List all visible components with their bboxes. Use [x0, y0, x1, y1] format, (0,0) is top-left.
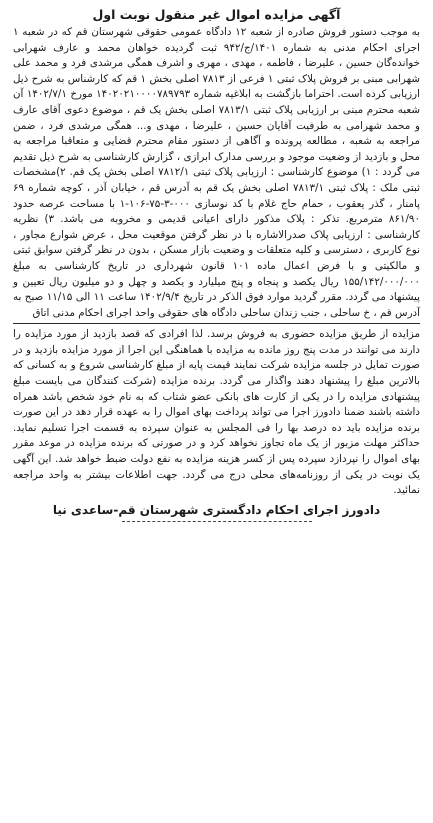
- notice-paragraph-2: مزایده از طریق مزایده حضوری به فروش برسد. لذا افرادی که قصد بازدید از مورد مزایده را دارند می توانند در مدت پنج روز مانده به مزایده با هماهنگی این اجرا از مورد مزایده بازدید و در صورت تمایل در جلسه مزایده شرکت نمایند قیمت پایه از مبلغ کارشناسی شروع و به کسانی که بالاترین مبلغ را پیشنهاد دهند واگذار می گردد. برنده مزایده (شرکت کنندگان می بایست مبلغ پیشنهادی مزایده را در یکی از کارت های بانکی عضو شتاب که به نام خود شخص باشد همراه داشته باشند ضمنا دادورز اجرا می تواند پرداخت بهای اموال را به عهده قرار دهد در این صورت برنده مزایده باید ده درصد بها را فی المجلس به عنوان سپرده به قسمت اجرا تسلیم نماید. حداکثر مهلت مزبور از یک ماه تجاوز نخواهد کرد و در صورتی که برنده مزایده در موعد مقرر بهای اموال را نپردازد سپرده پس از کسر هزینه مزایده به نفع دولت ضبط خواهد شد. این آگهی یک نوبت در یکی از روزنامه‌های محلی درج می گردد. جهت اطلاعات بیشتر به واحد مراجعه نمائید.: [13, 328, 420, 497]
- notice-signature: دادورز اجرای احکام دادگستری شهرستان قم-ساعدی نیا: [52, 502, 381, 517]
- signature-underline: [122, 521, 312, 522]
- notice-paragraph-1: به موجب دستور فروش صادره از شعبه ۱۲ دادگاه عمومی حقوقی شهرستان قم که در شعبه ۱ اجرای احکام مدنی به شماره ۱۴۰۱/ج/۹۴۲ ثبت گردیده خواهان محمد و عارف شهرابی خوانده‌گان حسین ، علیرضا ، فاطمه ، مهدی ، مهری و اشرف همگی مرشدی فرد و محمد علی شهرابی مبنی بر فروش پلاک ثبتی ۱ فرعی از ۷۸۱۳ اصلی بخش ۱ قم که کارشناس به شرح ذیل ارزیابی کرده است. احتراما بازگشت به ابلاغیه شماره ۱۴۰۲۰۲۱۰۰۰۰۷۸۹۷۹۳ مورخ ۱۴۰۲/۷/۱ آن شعبه محترم مبنی بر ارزیابی پلاک ثبتی ۷۸۱۳/۱ اصلی بخش یک قم ، موضوع دعوی آقای عارف و محمد شهرامی به طرفیت آقایان حسین ، علیرضا ، مهدی و... همگی مرشدی فرد ، ضمن مراجعه به شعبه ، مطالعه پرونده و آگاهی از دستور مقام محترم قضایی و متعاقبا مراجعه به محل و بازدید از وضعیت موجود و بررسی مدارک ابرازی ، گزارش کارشناسی به شرح ذیل تقدیم می گردد : ۱) موضوع کارشناسی : ارزیابی پلاک ثبتی ۷۸۱۲/۱ اصلی بخش یک قم. ۲)مشخصات ثبتی ملک : پلاک ثبتی ۷۸۱۳/۱ اصلی بخش یک قم به آدرس قم ، خیابان آذر ، کوچه شماره ۶۹ پامنار ، گذر یعقوب ، حمام حاج غلام با کد نوسازی ۰۰۰-۳-۷۵-۱۰۶-۱ با مساحت عرصه حدود ۸۶۱/۹۰ مترمربع. تذکر : پلاک مذکور دارای اعیانی قدیمی و مخروبه می باشد. ۳) نظریه کارشناسی : ارزیابی پلاک صدرالاشاره با در نظر گرفتن موقعیت محل ، عرض شوارع مجاور ، نوع کاربری ، دسترسی و کلیه متعلقات و وضعیت بازار مسکن ، بدون در نظر گرفتن سوابق ثبتی و مالکیتی و با فرض اعمال ماده ۱۰۱ قانون شهرداری در تاریخ کارشناسی به مبلغ ۱۵۵/۱۴۲/۰۰۰/۰۰۰ ریال یکصد و پنجاه و پنج میلیارد و یکصد و چهل و دو میلیون ریال تعیین و پیشنهاد می گردد. مقرر گردید موارد فوق الذکر در تاریخ ۱۴۰۲/۹/۴ ساعت ۱۱ الی ۱۱/۱۵ صبح به آدرس قم ، خ ساحلی ، جنب زندان ساحلی دادگاه های حقوقی واحد اجرای احکام مدنی اتاق: [13, 26, 421, 319]
- section-divider: [13, 323, 420, 324]
- notice-title: آگهی مزایده اموال غیر منقول نوبت اول: [92, 7, 341, 22]
